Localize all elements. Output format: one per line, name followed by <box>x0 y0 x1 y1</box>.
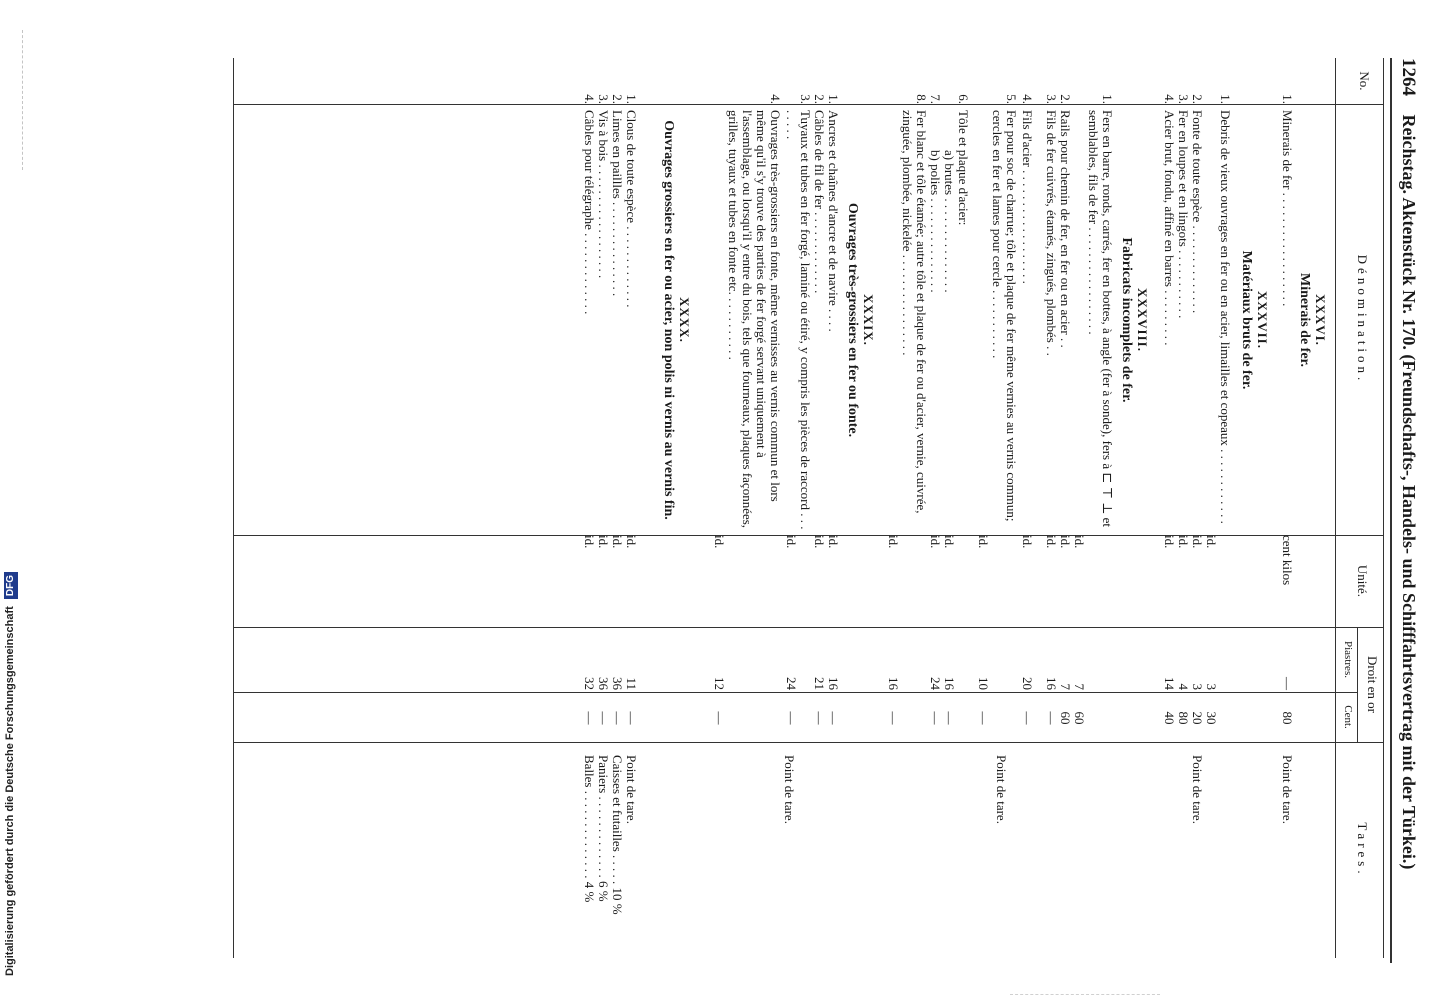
row-cent: — <box>582 711 597 725</box>
section-roman: XXXVII. <box>1255 291 1270 349</box>
row-tare: Point de tare. <box>994 755 1009 824</box>
col-piastres: Piastres. <box>1342 641 1354 678</box>
col-rule-droit <box>234 742 1384 743</box>
row-unit: id. <box>1020 535 1035 549</box>
header-rule <box>1390 58 1392 963</box>
table-top-rule <box>1383 58 1384 958</box>
row-denomination: Tuyaux et tubes en fer forgé, laminé ou étiré, y compris les pièces de raccord . . . . . . . . <box>784 110 813 530</box>
row-cent: — <box>826 711 841 725</box>
row-unit: id. <box>826 535 841 549</box>
row-piastres: 16 <box>942 677 957 690</box>
section-roman: XXXX. <box>677 297 692 343</box>
row-tare: Point de tare. <box>1190 755 1205 824</box>
section-roman: XXXIX. <box>861 294 876 346</box>
row-cent: — <box>610 711 625 725</box>
row-cent: — <box>886 711 901 725</box>
row-denomination: Minerais de fer . . . . . . . . . . . . . . . . . . <box>1280 110 1295 307</box>
row-piastres: 32 <box>582 677 597 690</box>
row-denomination: Acier brut, fondu, affiné en barres . . . . . . . . . <box>1162 110 1177 346</box>
section-title: Ouvrages grossiers en fer ou acier, non polis ni vernis au vernis fin. <box>661 120 676 520</box>
table-bottom-rule <box>233 58 234 958</box>
row-no: 4. <box>1020 94 1035 104</box>
funding-text: Digitalisierung gefördert durch die Deutsche Forschungsgemeinschaft <box>4 606 16 976</box>
row-piastres: 36 <box>596 677 611 690</box>
row-cent: — <box>596 711 611 725</box>
row-sub-b: b) polies . . . . . . . . . . . . . . . <box>928 150 943 293</box>
row-cent: 60 <box>1058 711 1073 725</box>
row-denomination: Fers en barre, ronds, carrés, fer en bottes, à angle (fer à sonde), fers à ⊏ ⊤ ⊥ et semblables, fils de fer . . . . . . . . . . . . . . . . . <box>1086 110 1115 527</box>
row-no: 1. <box>624 94 639 104</box>
row-piastres: 7 <box>1072 683 1087 690</box>
row-unit: id. <box>976 535 991 549</box>
row-piastres: 4 <box>1176 683 1191 690</box>
row-unit: id. <box>1204 535 1219 549</box>
row-denomination: Fer blanc et tôle étamée; autre tôle et plaque de fer ou d'acier, vernie, cuivrée, zinguée, plombée, nickelée . . . . . . . . . . . . . . . . <box>900 110 929 514</box>
row-no: 8. <box>914 94 929 104</box>
section-title: Minerais de fer. <box>1297 273 1312 367</box>
col-tares: Tares. <box>1355 822 1370 878</box>
row-no: 3. <box>798 94 813 104</box>
row-unit: id. <box>1162 535 1177 549</box>
row-no: 1. <box>826 94 841 104</box>
row-denomination: Debris de vieux ouvrages en fer ou en acier, limailles et copeaux . . . . . . . . . . . . <box>1218 110 1233 524</box>
row-unit: id. <box>928 535 943 549</box>
col-unite: Unité. <box>1355 564 1370 598</box>
row-denomination: Fils d'acier . . . . . . . . . . . . . . . . . . <box>1020 110 1035 284</box>
row-denomination: Rails pour chemin de fer, en fer ou en acier . . <box>1058 110 1073 348</box>
row-sub-a: a) brutes . . . . . . . . . . . . . . . <box>942 150 957 293</box>
row-unit: id. <box>886 535 901 549</box>
row-no: 1. <box>1280 94 1295 104</box>
row-unit: id. <box>1190 535 1205 549</box>
row-piastres: 16 <box>826 677 841 690</box>
row-cent: — <box>1020 711 1035 725</box>
section-roman: XXXVI. <box>1313 294 1328 346</box>
row-no: 1. <box>1218 94 1233 104</box>
row-unit: id. <box>712 535 727 549</box>
table-head-rule <box>1335 58 1336 958</box>
row-cent: — <box>784 711 799 725</box>
row-denomination: Ouvrages très-grossiers en fonte, même vernisses au vernis commun et lors même qu'il s'y trouve des parties de fer forgé servant uniquement à l'assemblage, ou lorsqu'il y entre du bois, tels que fourneaux, plaques façonnées, grilles, tuyaux et tubes en fonte etc. . . . . . . . . . . <box>726 110 783 529</box>
col-rule-unit <box>234 627 1384 628</box>
page-title: Reichstag. Aktenstück Nr. 170. (Freundschafts-, Handels- und Schifffahrtsvertrag mit der Türkei.) <box>1399 114 1419 870</box>
row-no: 4. <box>768 94 783 104</box>
section-title: Ouvrages très-grossiers en fer ou fonte. <box>845 202 860 438</box>
row-denomination: Limes en paillles . . . . . . . . . . . . . . . <box>610 110 625 297</box>
col-rule-piastres <box>234 692 1358 693</box>
row-no: 6. <box>956 94 971 104</box>
row-cent: — <box>928 711 943 725</box>
row-no: 4. <box>1162 94 1177 104</box>
section-title: Matériaux bruts de fer. <box>1239 250 1254 390</box>
col-denomination: Dénomination. <box>1355 254 1370 385</box>
dfg-logo: DFG <box>4 572 18 599</box>
row-piastres: 11 <box>624 677 639 690</box>
row-piastres: — <box>1280 677 1295 690</box>
row-no: 5. <box>1004 94 1019 104</box>
row-no: 2. <box>610 94 625 104</box>
row-piastres: 36 <box>610 677 625 690</box>
row-no: 1. <box>1100 94 1115 104</box>
row-tare: Caisses et futailles . . . . . 10 % <box>610 755 625 915</box>
row-cent: 40 <box>1162 711 1177 725</box>
row-unit: id. <box>582 535 597 549</box>
row-unit: id. <box>624 535 639 549</box>
row-piastres: 20 <box>1020 677 1035 690</box>
row-denomination: Câbles de fil de fer . . . . . . . . . . . . . <box>812 110 827 294</box>
row-cent: 80 <box>1280 711 1295 725</box>
row-denomination: Vis à bois . . . . . . . . . . . . . . . . . . <box>596 110 611 279</box>
row-piastres: 24 <box>928 677 943 690</box>
row-unit: id. <box>812 535 827 549</box>
row-cent: — <box>812 711 827 725</box>
col-cent: Cent. <box>1342 705 1354 729</box>
row-piastres: 7 <box>1058 683 1073 690</box>
row-cent: — <box>624 711 639 725</box>
row-cent: — <box>976 711 991 725</box>
row-unit: id. <box>1058 535 1073 549</box>
row-piastres: 21 <box>812 677 827 690</box>
row-cent: — <box>942 711 957 725</box>
row-no: 3. <box>1176 94 1191 104</box>
row-piastres: 16 <box>886 677 901 690</box>
row-no: 2. <box>1190 94 1205 104</box>
row-unit: id. <box>784 535 799 549</box>
row-cent: — <box>712 711 727 725</box>
row-piastres: 16 <box>1044 677 1059 690</box>
row-cent: 60 <box>1072 711 1087 725</box>
col-rule-no <box>234 104 1384 105</box>
row-cent: 30 <box>1204 711 1219 725</box>
droit-subhead-rule <box>1357 627 1358 742</box>
row-denomination: Ancres et chaînes d'ancre et de navire . . . . <box>826 110 841 332</box>
row-piastres: 3 <box>1204 683 1219 690</box>
row-tare: Point de tare. <box>1280 755 1295 824</box>
row-denomination: Câbles pour télégraphe . . . . . . . . . . . . . <box>582 110 597 315</box>
row-tare: Point de tare. <box>782 755 797 824</box>
row-tare: Point de tare. <box>624 755 639 824</box>
row-unit: id. <box>1072 535 1087 549</box>
section-roman: XXXVIII. <box>1135 288 1150 352</box>
row-denomination: Clous de toute espèce . . . . . . . . . . . . . <box>624 110 639 308</box>
row-unit: id. <box>610 535 625 549</box>
row-no: 2. <box>812 94 827 104</box>
row-piastres: 14 <box>1162 677 1177 690</box>
row-no: 3. <box>596 94 611 104</box>
row-unit: id. <box>1176 535 1191 549</box>
row-piastres: 24 <box>784 677 799 690</box>
row-denomination: Tôle et plaque d'acier: <box>956 110 971 226</box>
row-piastres: 3 <box>1190 683 1205 690</box>
page-header <box>1394 58 1424 938</box>
row-no: 7. <box>928 94 943 104</box>
col-droit: Droit en or <box>1365 655 1380 714</box>
row-unit: id. <box>596 535 611 549</box>
row-piastres: 10 <box>976 677 991 690</box>
row-denomination: Fonte de toute espèce . . . . . . . . . . . . . . <box>1190 110 1205 314</box>
row-no: 3. <box>1044 94 1059 104</box>
page-number: 1264 <box>1398 58 1419 96</box>
row-unit: id. <box>1044 535 1059 549</box>
row-cent: — <box>1044 711 1059 725</box>
row-cent: 20 <box>1190 711 1205 725</box>
row-denomination: Fer pour soc de charrue; tôle et plaque de fer même vernies au vernis commun; cercles en fer et lames pour cercle . . . . . . . . . . . <box>990 110 1019 522</box>
row-denomination: Fils de fer cuivrés, étamés, zingués, plombés . . <box>1044 110 1059 356</box>
row-unit: cent kilos <box>1280 535 1295 586</box>
row-tare: Paniers . . . . . . . . . . . . . 6 % <box>596 755 611 902</box>
row-no: 2. <box>1058 94 1073 104</box>
row-piastres: 12 <box>712 677 727 690</box>
row-unit: id. <box>942 535 957 549</box>
col-no: No. <box>1357 71 1372 91</box>
row-tare: Balles . . . . . . . . . . . . . . 4 % <box>582 755 597 903</box>
row-denomination: Fer en loupes et en lingots . . . . . . . . . . . <box>1176 110 1191 319</box>
row-cent: 80 <box>1176 711 1191 725</box>
row-no: 4. <box>582 94 597 104</box>
section-title: Fabricats incomplets de fer. <box>1119 237 1134 403</box>
